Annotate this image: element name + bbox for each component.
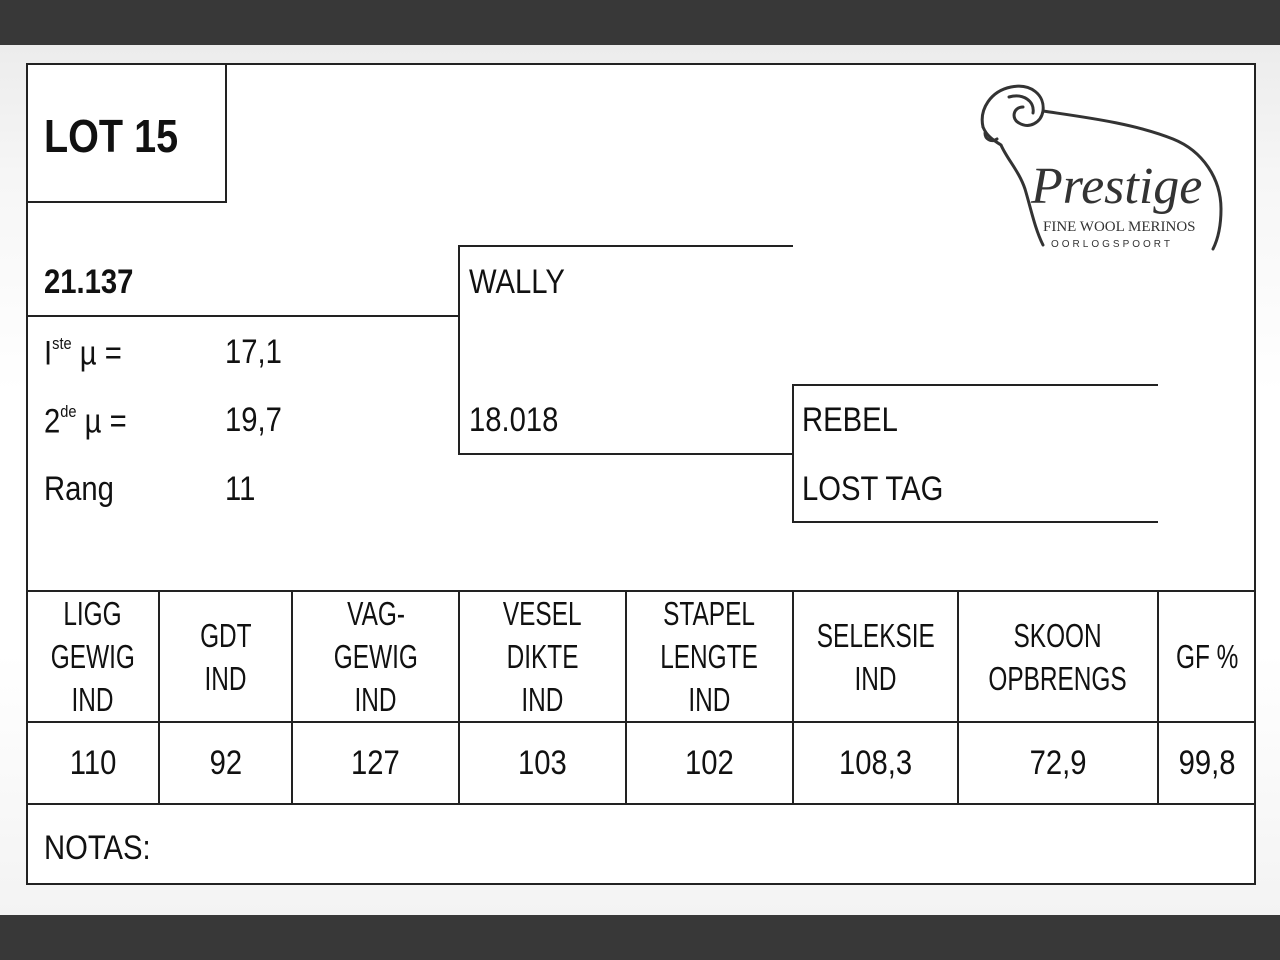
header-vesel-dikte-ind: VESEL DIKTE IND: [503, 595, 582, 718]
lot-title: LOT 15: [44, 110, 179, 162]
value-gdt-ind: 92: [209, 743, 242, 782]
sire-top-line: [459, 245, 793, 247]
header-gf-percent: GF %: [1176, 638, 1239, 675]
header-skoon-opbrengs: SKOON OPBRENGS: [988, 616, 1128, 697]
sire-bracket: [458, 245, 460, 455]
logo-tagline: FINE WOOL MERINOS: [1043, 219, 1196, 235]
top-letterbox-bar: [0, 0, 1280, 45]
stat-rank-label: Rang: [44, 470, 114, 508]
value-seleksie-ind: 108,3: [838, 743, 913, 782]
dam-bracket: [792, 384, 794, 523]
sheep-logo-icon: [973, 79, 1238, 251]
stat-second-micron-label: 2de µ =: [44, 402, 127, 441]
lot-card: [26, 63, 1256, 885]
logo-brand: Prestige: [1031, 158, 1203, 215]
stat-first-micron-label: Iste µ =: [44, 334, 122, 373]
header-stapel-lengte-ind: STAPEL LENGTE IND: [660, 595, 759, 718]
stat-rank-value: 11: [225, 470, 256, 508]
header-gdt-ind: GDT IND: [199, 616, 252, 697]
bottom-letterbox-bar: [0, 915, 1280, 960]
logo-place: OORLOGSPOORT: [1051, 239, 1173, 250]
stat-first-micron-value: 17,1: [225, 333, 282, 371]
stat-second-micron-value: 19,7: [225, 401, 282, 439]
dam-top-line: [792, 384, 1158, 386]
dam-sire-id: 18.018: [469, 401, 559, 439]
value-vag-gewig-ind: 127: [351, 743, 400, 782]
sire-bottom-line: [459, 453, 793, 455]
dam-bottom-line: [792, 521, 1158, 523]
animal-id: 21.137: [44, 263, 134, 301]
header-seleksie-ind: SELEKSIE IND: [816, 616, 935, 697]
header-ligg-gewig-ind: LIGG GEWIG IND: [50, 595, 136, 718]
header-vag-gewig-ind: VAG- GEWIG IND: [333, 595, 418, 718]
notes-label: NOTAS:: [44, 829, 151, 867]
value-gf-percent: 99,8: [1179, 743, 1236, 782]
id-underline: [28, 315, 460, 317]
value-ligg-gewig-ind: 110: [69, 743, 117, 782]
value-vesel-dikte-ind: 103: [518, 743, 567, 782]
value-stapel-lengte-ind: 102: [685, 743, 734, 782]
sire-name: WALLY: [469, 263, 565, 301]
table-bottom-line: [28, 803, 1256, 805]
dam-name: LOST TAG: [802, 470, 944, 508]
value-skoon-opbrengs: 72,9: [1029, 743, 1087, 782]
dam-sire-name: REBEL: [802, 401, 898, 439]
